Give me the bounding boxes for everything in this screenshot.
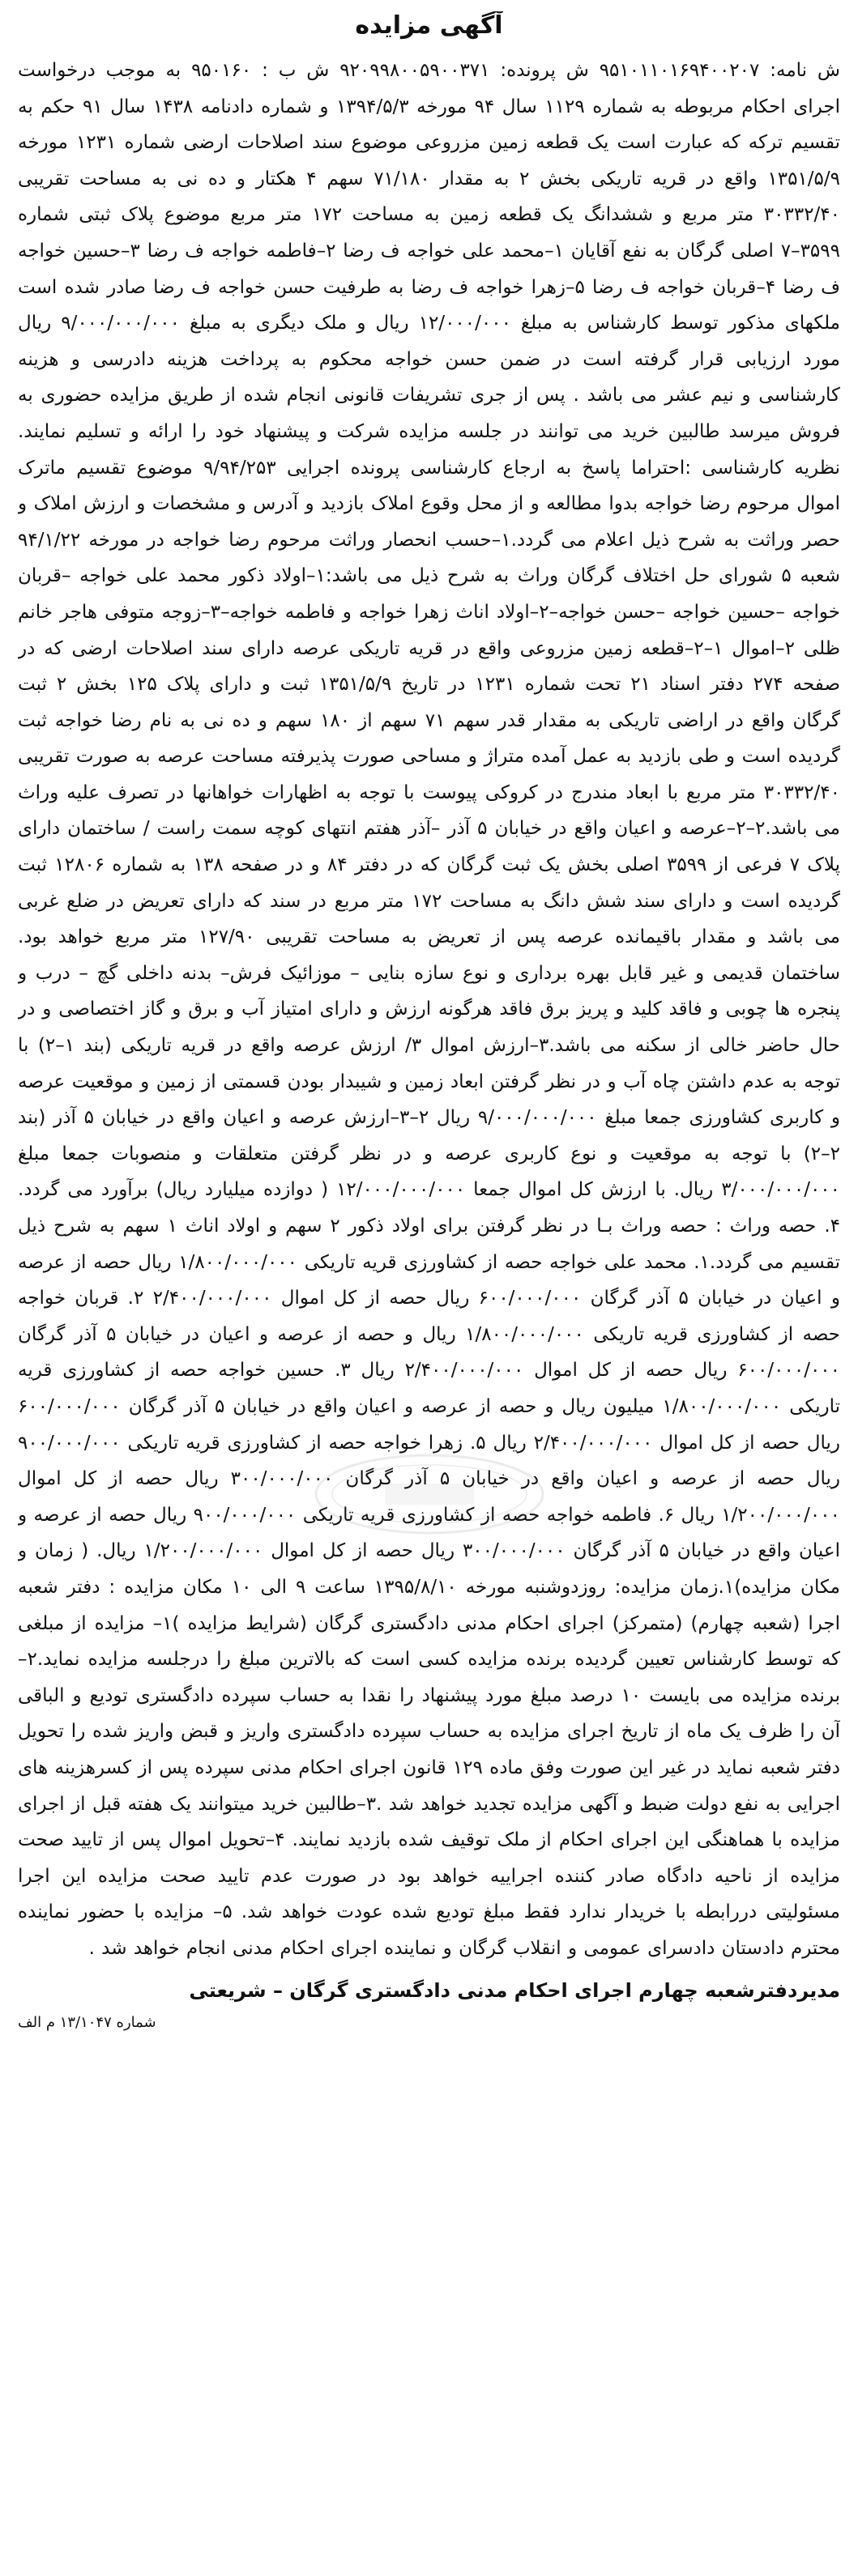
- notice-signature: مدیردفترشعبه چهارم اجرای احکام مدنی دادگستری گرگان – شریعتی: [189, 1979, 840, 2003]
- notice-title: آگهی مزایده: [355, 11, 503, 40]
- notice-body: ش نامه: ۹۵۱۰۱۱۰۱۶۹۴۰۰۲۰۷ ش پرونده: ۹۲۰۹۹۸۰۰۵۹۰۰۳۷۱ ش ب : ۹۵۰۱۶۰ به موجب درخواست اجرای احکام مربوطه به شماره ۱۱۲۹ سال ۹۴ مورخه ۱۳۹۴/۵/۳ و شماره دادنامه ۱۴۳۸ سال ۹۱ حکم به تقسیم ترکه که عبارت است یک قطعه زمین مزروعی موضوع سند اصلاحات ارضی شماره ۱۲۳۱ مورخه ۱۳۵۱/۵/۹ واقع در قریه تاریکی بخش ۲ به مقدار ۷۱/۱۸۰ سهم ۴ هکتار و ده نی به مساحت تقریبی ۳۰۳۳۲/۴۰ متر مربع و ششدانگ یک قطعه زمین به مساحت ۱۷۲ متر مربع موضوع پلاک ثبتی شماره ۳۵۹۹–۷ اصلی گرگان به نفع آقایان ۱–محمد علی خواجه ف رضا ۲–فاطمه خواجه ف رضا ۳–حسین خواجه ف رضا ۴–قربان خواجه ف رضا ۵–زهرا خواجه ف رضا به طرفیت حسن خواجه ف رضا صادر شده است ملکهای مذکور توسط کارشناس به مبلغ ۱۲/۰۰۰/۰۰۰ ریال و ملک دیگری به مبلغ ۹/۰۰۰/۰۰۰/۰۰۰ ریال مورد ارزیابی قرار گرفته است در ضمن حسن خواجه محکوم به پرداخت هزینه دادرسی و هزینه کارشناسی و نیم عشر می باشد . پس از جری تشریفات قانونی انجام شده از طریق مزایده حضوری به فروش میرسد طالبین خرید می توانند در جلسه مزایده شرکت و پیشنهاد خود را ارائه و تسلیم نمایند. نظریه کارشناسی :احتراما پاسخ به ارجاع کارشناسی پرونده اجرایی ۹/۹۴/۲۵۳ موضوع تقسیم ماترک اموال مرحوم رضا خواجه بدوا مطالعه و از محل وقوع املاک بازدید و آدرس و مشخصات و ارزش املاک و حصر وراثت به شرح ذیل اعلام می گردد.۱–حسب انحصار وراثت مرحوم رضا خواجه در مورخه ۹۴/۱/۲۲ شعبه ۵ شورای حل اختلاف گرگان وراث به شرح ذیل می باشد:۱–اولاد ذکور محمد علی خواجه –قربان خواجه –حسین خواجه –حسن خواجه–۲–اولاد اناث زهرا خواجه و فاطمه خواجه–۳–زوجه متوفی هاجر خانم ظلی ۲–اموال ۱–۲–قطعه زمین مزروعی واقع در قریه تاریکی عرصه دارای سند اصلاحات ارضی که در صفحه ۲۷۴ دفتر اسناد ۲۱ تحت شماره ۱۲۳۱ در تاریخ ۱۳۵۱/۵/۹ ثبت و دارای پلاک ۱۲۵ بخش ۲ ثبت گرگان واقع در اراضی تاریکی به مقدار قدر سهم ۷۱ سهم از ۱۸۰ سهم و ده نی به نام رضا خواجه ثبت گردیده است و طی بازدید به عمل آمده متراژ و مساحی صورت پذیرفته مساحت عرصه به صورت تقریبی ۳۰۳۳۲/۴۰ متر مربع با ابعاد مندرج در کروکی پیوست با توجه به اظهارات خواهانها در تصرف علیه وراث می باشد.۲–۲–عرصه و اعیان واقع در خیابان ۵ آذر –آذر هفتم انتهای کوچه سمت راست / ساختمان دارای پلاک ۷ فرعی از ۳۵۹۹ اصلی بخش یک ثبت گرگان که در دفتر ۸۴ و در صفحه ۱۳۸ به شماره ۱۲۸۰۶ ثبت گردیده است و دارای سند شش دانگ به مساحت ۱۷۲ متر مربع در سند که دارای تعریض در ضلع غربی می باشد و مقدار باقیمانده عرصه پس از تعریض به مساحت تقریبی ۱۲۷/۹۰ متر مربع خواهد بود. ساختمان قدیمی و غیر قابل بهره برداری و نوع سازه بنایی – موزائیک فرش– بدنه داخلی گچ – درب و پنجره ها چوبی و فاقد کلید و پریز برق فاقد هرگونه ارزش و دارای امتیاز آب و برق و گاز اختصاصی و در حال حاضر خالی از سکنه می باشد.۳–ارزش اموال ۳/ ارزش عرصه واقع در قریه تاریکی (بند ۱–۲) با توجه به عدم داشتن چاه آب و در نظر گرفتن ابعاد زمین و شیبدار بودن قسمتی از زمین و موقعیت عرصه و کاربری کشاورزی جمعا مبلغ ۹/۰۰۰/۰۰۰/۰۰۰ ریال ۲–۳–ارزش عرصه و اعیان واقع در خیابان ۵ آذر (بند ۲–۲) با توجه به موقعیت و نوع کاربری عرصه و در نظر گرفتن متعلقات و منصوبات جمعا مبلغ ۳/۰۰۰/۰۰۰/۰۰۰ ریال. با ارزش کل اموال جمعا ۱۲/۰۰۰/۰۰۰/۰۰۰ ( دوازده میلیارد ریال) برآورد می گردد. ۴. حصه وراث : حصه وراث بـا در نظر گرفتن برای اولاد ذکور ۲ سهم و اولاد اناث ۱ سهم به شرح ذیل تقسیم می گردد.۱. محمد علی خواجه حصه از کشاورزی قریه تاریکی ۱/۸۰۰/۰۰۰/۰۰۰ ریال حصه از عرصه و اعیان در خیابان ۵ آذر گرگان ۶۰۰/۰۰۰/۰۰۰ ریال حصه از کل اموال ۲/۴۰۰/۰۰۰/۰۰۰ ۲. قربان خواجه حصه از کشاورزی قریه تاریکی ۱/۸۰۰/۰۰۰/۰۰۰ ریال و حصه از عرصه و اعیان در خیابان ۵ آذر گرگان ۶۰۰/۰۰۰/۰۰۰ ریال حصه از کل اموال ۲/۴۰۰/۰۰۰/۰۰۰ ریال ۳. حسین خواجه حصه از کشاورزی قریه تاریکی ۱/۸۰۰/۰۰۰/۰۰۰ میلیون ریال و حصه از عرصه و اعیان واقع در خیابان ۵ آذر گرگان ۶۰۰/۰۰۰/۰۰۰ ریال حصه از کل اموال ۲/۴۰۰/۰۰۰/۰۰۰ ریال ۵. زهرا خواجه حصه از کشاورزی قریه تاریکی ۹۰۰/۰۰۰/۰۰۰ ریال حصه از عرصه و اعیان واقع در خیابان ۵ آذر گرگان ۳۰۰/۰۰۰/۰۰۰ ریال حصه از کل اموال ۱/۲۰۰/۰۰۰/۰۰۰ ریال ۶. فاطمه خواجه حصه از کشاورزی قریه تاریکی ۹۰۰/۰۰۰/۰۰۰ ریال حصه از عرصه و اعیان واقع در خیابان ۵ آذر گرگان ۳۰۰/۰۰۰/۰۰۰ ریال حصه از کل اموال ۱/۲۰۰/۰۰۰/۰۰۰ ریال. ( زمان و مکان مزایده)۱.زمان مزایده: روزدوشنبه مورخه ۱۳۹۵/۸/۱۰ ساعت ۹ الی ۱۰ مکان مزایده : دفتر شعبه اجرا (شعبه چهارم) (متمرکز) اجرای احکام مدنی دادگستری گرگان (شرایط مزایده )۱– مزایده از مبلغی که توسط کارشناس تعیین گردیده برنده مزایده کسی است که بالاترین مبلغ را درجلسه مزایده نماید.۲–برنده مزایده می بایست ۱۰ درصد مبلغ مورد پیشنهاد را نقدا به حساب سپرده دادگستری تودیع و الباقی آن را ظرف یک ماه از تاریخ اجرای مزایده به حساب سپرده دادگستری واریز و قبض واریز شده را تحویل دفتر شعبه نماید در غیر این صورت وفق ماده ۱۲۹ قانون اجرای احکام مدنی سپرده پس از کسرهزینه های اجرایی به نفع دولت ضبط و آگهی مزایده تجدید خواهد شد .۳–طالبین خرید میتوانند یک هفته قبل از اجرای مزایده با هماهنگی این اجرای احکام از ملک توقیف شده بازدید نمایند. ۴–تحویل اموال پس از تایید صحت مزایده از ناحیه دادگاه صادر کننده اجراییه خواهد بود در صورت عدم تایید صحت مزایده این اجرا مسئولیتی دررابطه با خریدار ندارد فقط مبلغ تودیع شده عودت خواهد شد. ۵– مزایده با حضور نماینده محترم دادستان دادسرای عمومی و انقلاب گرگان و نماینده اجرای احکام مدنی انجام خواهد شد .: [18, 60, 840, 1959]
- notice-reference-number: شماره ۱۳/۱۰۴۷ م الف: [18, 2014, 156, 2032]
- auction-notice: [18, 11, 840, 2562]
